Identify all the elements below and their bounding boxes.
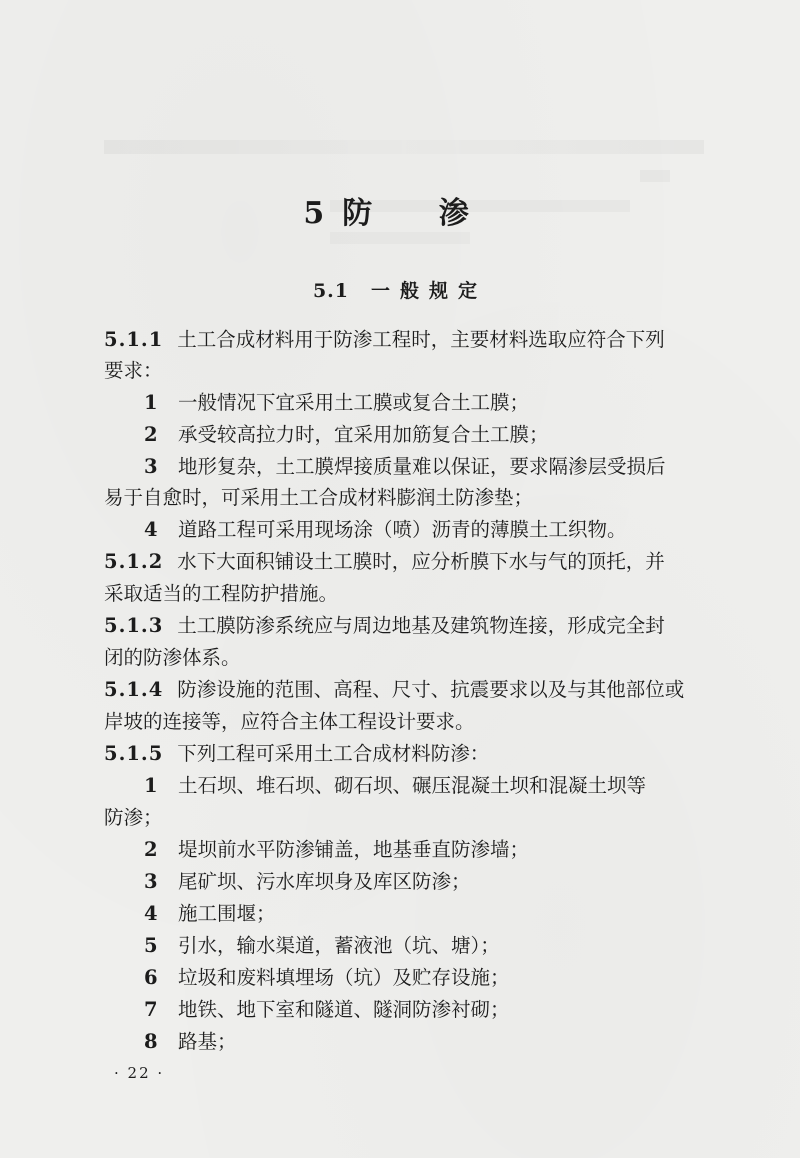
- clause-text: 下列工程可采用土工合成材料防渗：: [177, 742, 490, 765]
- list-item: [144, 390, 529, 416]
- clause-5-1-1: [104, 327, 665, 353]
- clause-number: 5.1.3: [104, 614, 164, 637]
- item-text: 引水，输水渠道，蓄液池（坑、塘）；: [178, 934, 500, 957]
- clause-5-1-3: [104, 613, 665, 639]
- clause-5-1-5: [104, 741, 489, 767]
- clause-text: 土工合成材料用于防渗工程时，主要材料选取应符合下列: [177, 328, 665, 351]
- item-text: 土石坝、堆石坝、砌石坝、碾压混凝土坝和混凝土坝等: [178, 774, 647, 797]
- bleed-through-shading: [330, 232, 470, 244]
- page-number: · 22 ·: [114, 1064, 165, 1082]
- clause-5-1-2: [104, 549, 665, 575]
- item-text: 道路工程可采用现场涂（喷）沥青的薄膜土工织物。: [178, 518, 627, 541]
- clause-text: 土工膜防渗系统应与周边地基及建筑物连接，形成完全封: [177, 614, 665, 637]
- item-text-continuation: 防渗；: [104, 806, 163, 829]
- item-number: 6: [144, 966, 158, 989]
- clause-number: 5.1.4: [104, 678, 164, 701]
- clause-text: 防渗设施的范围、高程、尺寸、抗震要求以及与其他部位或: [177, 678, 685, 701]
- chapter-heading: [0, 188, 800, 232]
- item-number: 7: [144, 998, 158, 1021]
- clause-number: 5.1.1: [104, 328, 164, 351]
- clause-text-continuation: 要求：: [104, 359, 163, 382]
- section-number: 5.1: [312, 280, 350, 302]
- item-number: 4: [144, 518, 158, 541]
- item-number: 3: [144, 455, 158, 478]
- item-text-continuation: 易于自愈时，可采用土工合成材料膨润土防渗垫；: [104, 486, 534, 509]
- bleed-through-shading: [640, 170, 670, 182]
- item-number: 3: [144, 870, 158, 893]
- section-title-text: 一般规定: [371, 280, 488, 302]
- item-number: 1: [144, 774, 158, 797]
- item-number: 2: [144, 423, 158, 446]
- item-text: 路基；: [178, 1030, 237, 1053]
- list-item: [144, 933, 500, 959]
- item-text: 承受较高拉力时，宜采用加筋复合土工膜；: [178, 423, 549, 446]
- item-number: 2: [144, 838, 158, 861]
- section-heading: [0, 276, 800, 303]
- list-item: [144, 454, 666, 480]
- item-text: 地形复杂，土工膜焊接质量难以保证，要求隔渗层受损后: [178, 455, 666, 478]
- bleed-through-shading: [104, 140, 704, 154]
- clause-text-continuation: 闭的防渗体系。: [104, 646, 241, 669]
- clause-number: 5.1.2: [104, 550, 164, 573]
- item-text: 尾矿坝、污水库坝身及库区防渗；: [178, 870, 471, 893]
- item-text: 垃圾和废料填埋场（坑）及贮存设施；: [178, 966, 510, 989]
- list-item: [144, 422, 549, 448]
- item-text: 施工围堰；: [178, 902, 276, 925]
- list-item: [144, 837, 529, 863]
- clause-5-1-4: [104, 677, 684, 703]
- list-item: [144, 773, 646, 799]
- clause-text-continuation: 采取适当的工程防护措施。: [104, 582, 339, 605]
- list-item: [144, 997, 510, 1023]
- item-number: 5: [144, 934, 158, 957]
- item-number: 1: [144, 391, 158, 414]
- item-text: 地铁、地下室和隧道、隧洞防渗衬砌；: [178, 998, 510, 1021]
- list-item: [144, 901, 276, 927]
- item-text: 堤坝前水平防渗铺盖，地基垂直防渗墙；: [178, 838, 530, 861]
- item-number: 4: [144, 902, 158, 925]
- chapter-number: 5: [303, 196, 329, 231]
- item-number: 8: [144, 1030, 158, 1053]
- item-text: 一般情况下宜采用土工膜或复合土工膜；: [178, 391, 530, 414]
- chapter-title-text: 防 渗: [342, 196, 497, 231]
- list-item: [144, 1029, 237, 1055]
- clause-number: 5.1.5: [104, 742, 164, 765]
- clause-text: 水下大面积铺设土工膜时，应分析膜下水与气的顶托，并: [177, 550, 665, 573]
- list-item: [144, 965, 510, 991]
- list-item: [144, 869, 471, 895]
- clause-text-continuation: 岸坡的连接等，应符合主体工程设计要求。: [104, 710, 475, 733]
- list-item: [144, 517, 627, 543]
